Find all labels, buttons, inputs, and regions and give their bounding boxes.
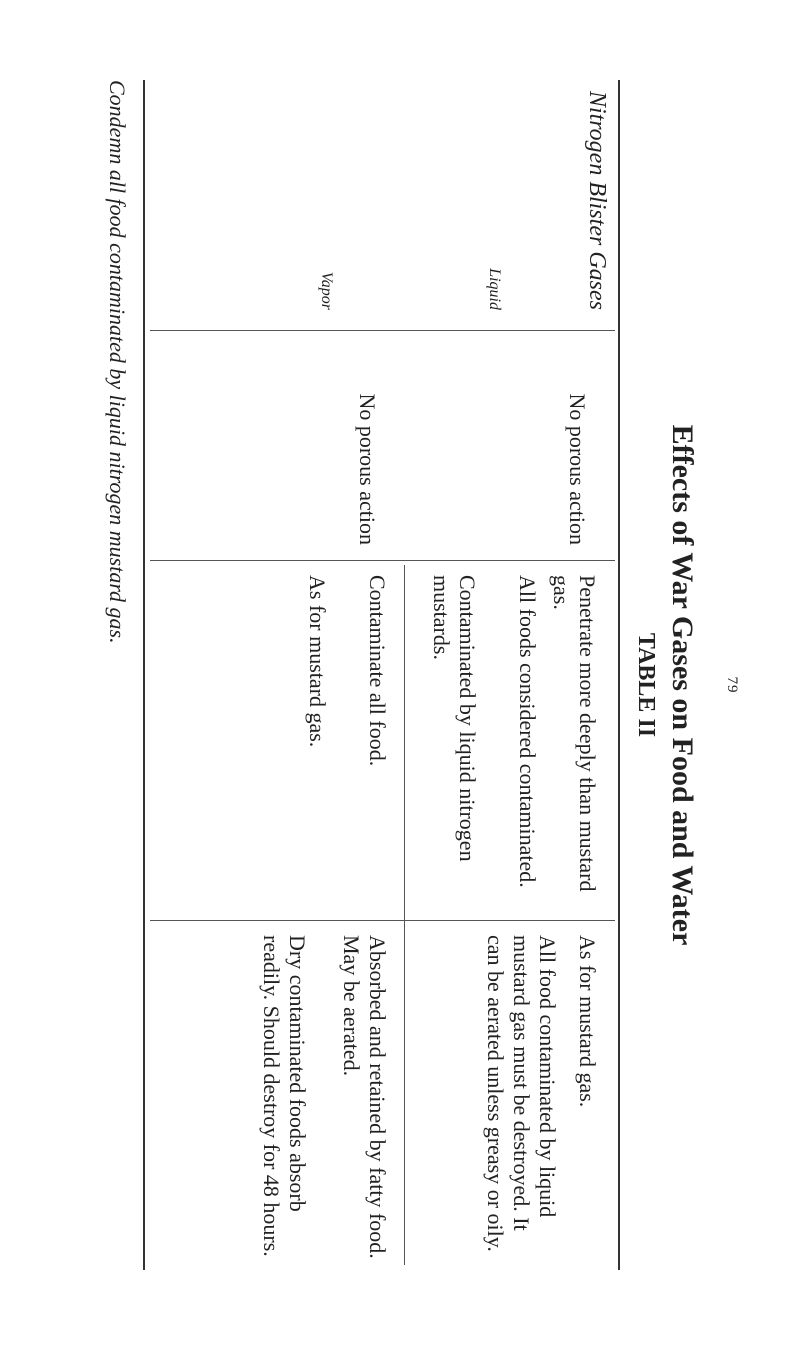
table-title-line-2: TABLE II bbox=[633, 632, 659, 738]
page-number: 79 bbox=[724, 676, 740, 694]
description-row-2-b: As for mustard gas. bbox=[305, 575, 330, 748]
mustard-row-1-a: As for mustard gas. bbox=[575, 935, 600, 1108]
table-top-rule bbox=[618, 80, 620, 1270]
column-divider-2 bbox=[150, 560, 615, 561]
mustard-row-1-b: All food contaminated by liquid mustard gas must be destroyed. It can be aerated unless greasy or oily. bbox=[483, 935, 560, 1252]
no-porous-action-1: No porous action bbox=[565, 393, 590, 545]
column-divider-3 bbox=[150, 920, 615, 921]
vapor-header: Vapor bbox=[318, 271, 335, 310]
row-header-column bbox=[160, 80, 610, 310]
column-divider bbox=[150, 330, 615, 331]
mustard-row-2-b: Dry contaminated foods absorb readily. Should destroy for 48 hours. bbox=[259, 935, 310, 1257]
description-row-1-b: All foods considered contaminated. bbox=[515, 575, 540, 888]
description-row-1-a: Penetrate more deeply than mustard gas. bbox=[549, 575, 600, 892]
nitrogen-header: Nitrogen Blister Gases bbox=[584, 90, 610, 310]
footnote: Condemn all food contaminated by liquid nitrogen mustard gas. bbox=[105, 80, 130, 644]
no-porous-action-2: No porous action bbox=[355, 393, 380, 545]
description-row-1-c: Contaminated by liquid nitrogen mustards. bbox=[429, 575, 480, 862]
mustard-row-2-a: Absorbed and retained by fatty food. May be aerated. bbox=[339, 935, 390, 1259]
liquid-header: Liquid bbox=[486, 268, 503, 310]
table-bottom-rule bbox=[143, 80, 145, 1270]
description-row-2-a: Contaminate all food. bbox=[365, 575, 390, 767]
table-title bbox=[628, 0, 700, 1370]
row-separator bbox=[404, 565, 405, 1265]
table-title-line-1: Effects of War Gases on Food and Water bbox=[666, 424, 699, 946]
